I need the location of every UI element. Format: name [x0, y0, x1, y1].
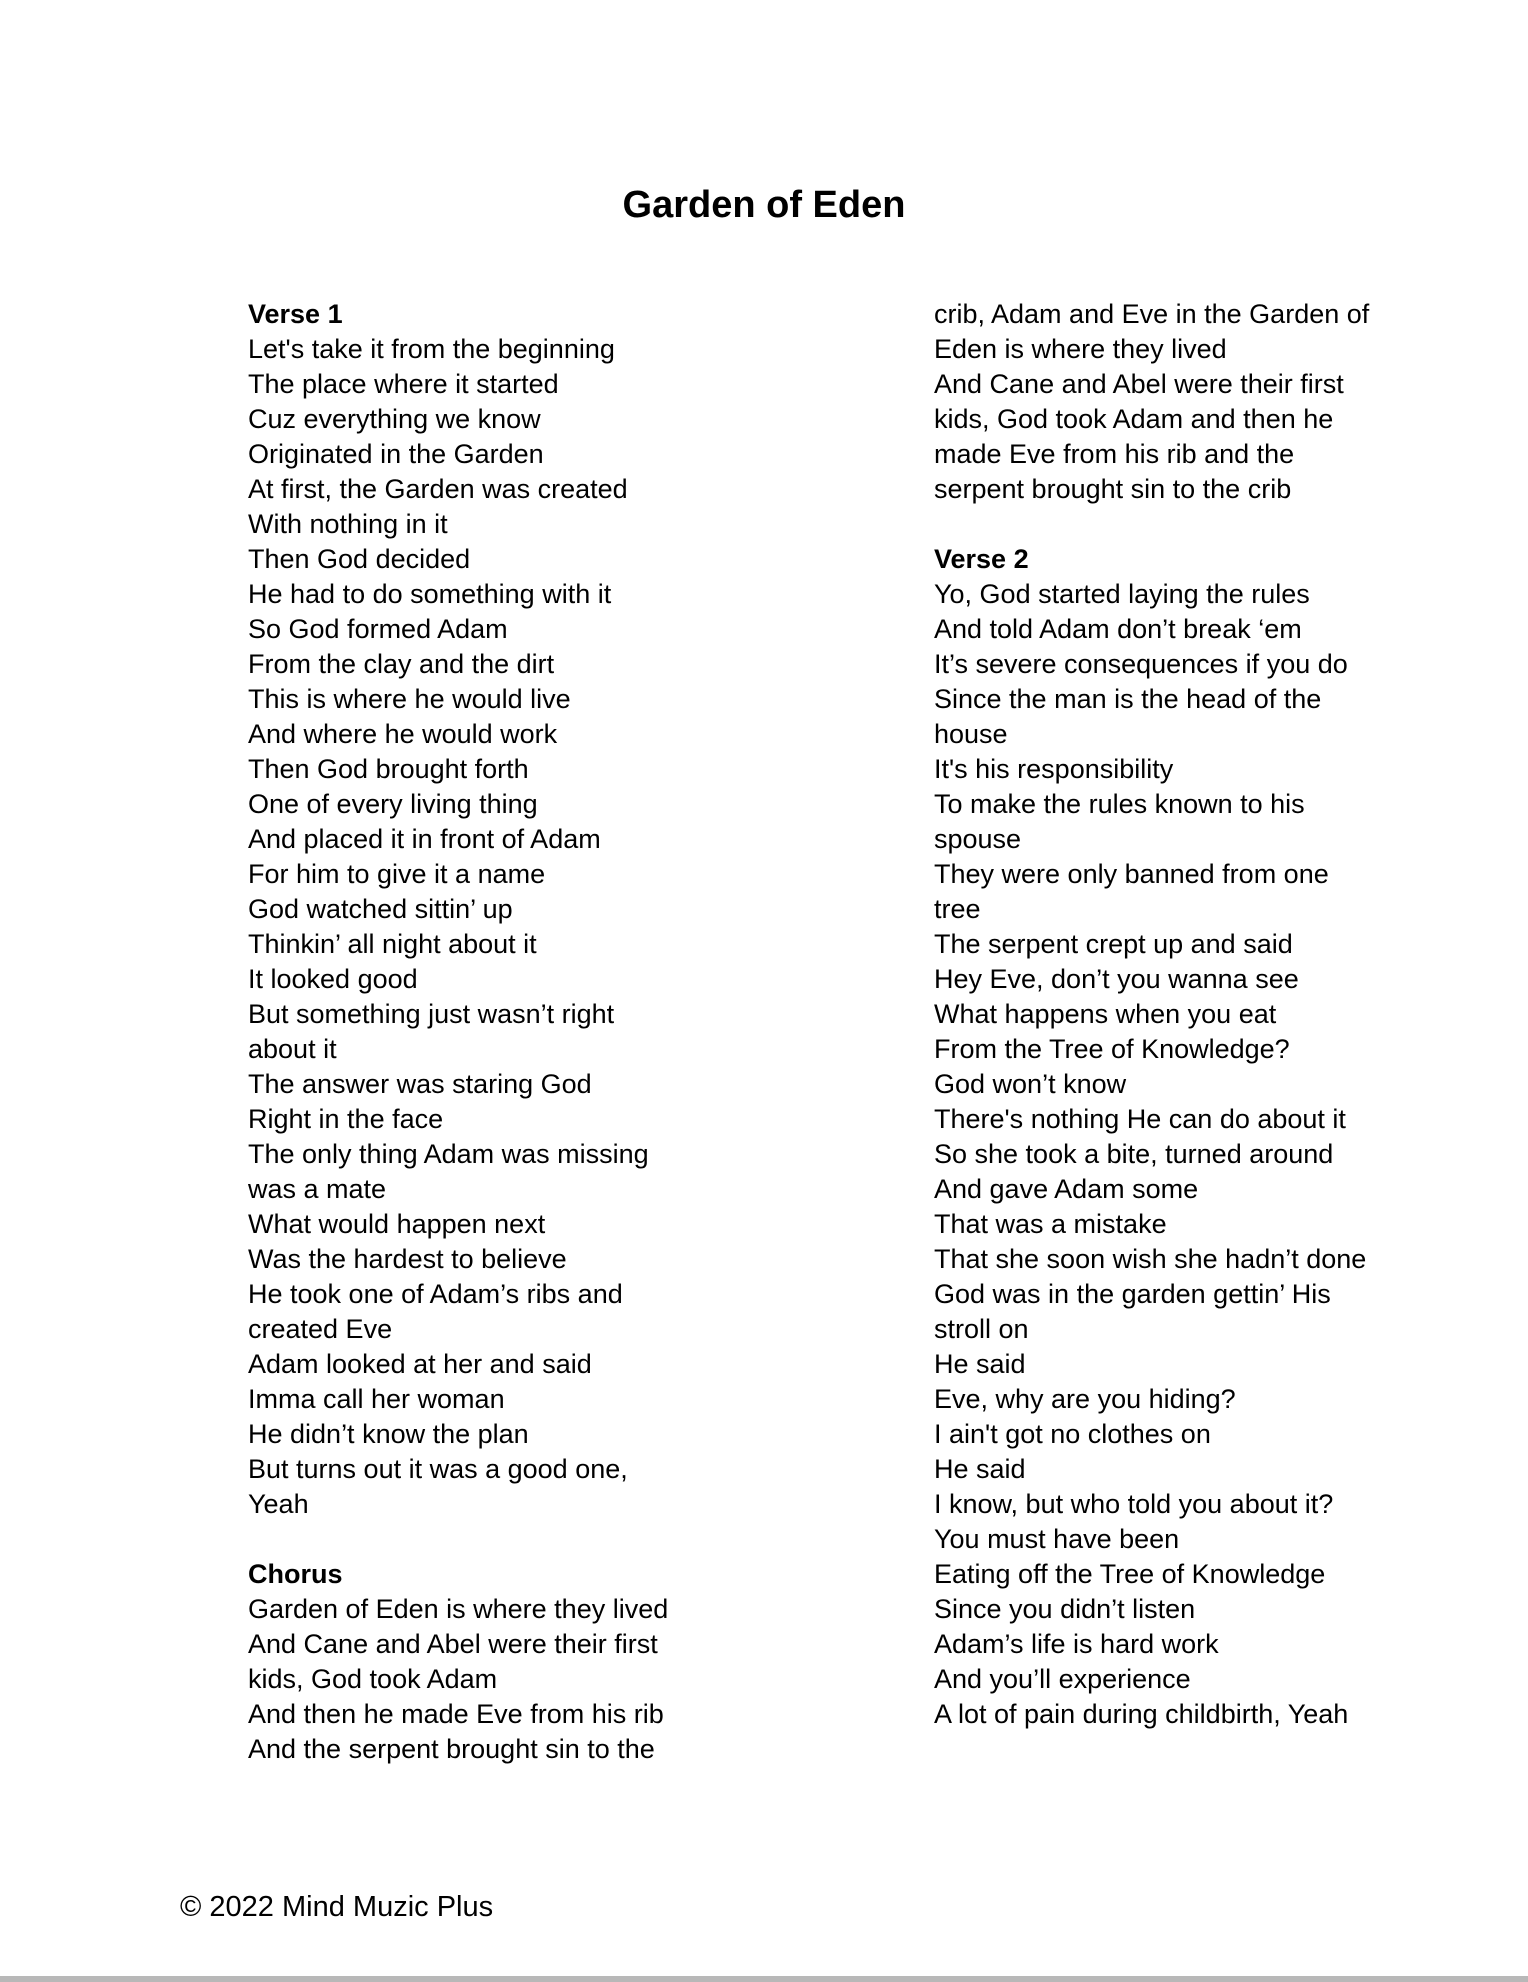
lyric-line: For him to give it a name: [248, 859, 546, 889]
lyric-line: Let's take it from the beginning: [248, 334, 615, 364]
lyric-line: A lot of pain during childbirth, Yeah: [934, 1699, 1349, 1729]
lyric-line: kids, God took Adam and then he: [934, 404, 1334, 434]
lyric-line: And gave Adam some: [934, 1174, 1199, 1204]
lyric-line: But turns out it was a good one,: [248, 1454, 628, 1484]
lyric-line: So God formed Adam: [248, 614, 508, 644]
lyric-line: Eve, why are you hiding?: [934, 1384, 1236, 1414]
lyric-line: about it: [248, 1034, 337, 1064]
lyric-line: He said: [934, 1349, 1026, 1379]
lyric-section-verse-2: [934, 542, 1374, 1732]
lyric-line: Yeah: [248, 1489, 309, 1519]
lyrics-column-left: [248, 297, 688, 1767]
lyric-line: The only thing Adam was missing: [248, 1139, 649, 1169]
lyric-line: You must have been: [934, 1524, 1180, 1554]
lyric-line: created Eve: [248, 1314, 393, 1344]
lyric-line: This is where he would live: [248, 684, 571, 714]
lyrics-column-right: [934, 297, 1374, 1732]
lyric-line: One of every living thing: [248, 789, 538, 819]
lyric-line: God won’t know: [934, 1069, 1127, 1099]
lyric-section-continued: [934, 297, 1374, 507]
lyric-line: Imma call her woman: [248, 1384, 505, 1414]
lyric-line: To make the rules known to his: [934, 789, 1305, 819]
lyric-line: It looked good: [248, 964, 418, 994]
lyric-line: I know, but who told you about it?: [934, 1489, 1334, 1519]
lyric-line: kids, God took Adam: [248, 1664, 498, 1694]
lyric-section-chorus: [248, 1557, 688, 1767]
lyric-line: Yo, God started laying the rules: [934, 579, 1310, 609]
lyric-line: Since you didn’t listen: [934, 1594, 1196, 1624]
lyric-line: The place where it started: [248, 369, 559, 399]
lyric-line: The serpent crept up and said: [934, 929, 1293, 959]
page-title: Garden of Eden: [622, 184, 906, 226]
lyric-line: Since the man is the head of the: [934, 684, 1322, 714]
lyric-line: They were only banned from one: [934, 859, 1329, 889]
lyric-line: So she took a bite, turned around: [934, 1139, 1334, 1169]
lyric-line: He took one of Adam’s ribs and: [248, 1279, 623, 1309]
lyric-line: Thinkin’ all night about it: [248, 929, 537, 959]
lyric-line: Right in the face: [248, 1104, 444, 1134]
lyric-line: What would happen next: [248, 1209, 546, 1239]
section-heading: Verse 2: [934, 544, 1029, 574]
lyric-line: God was in the garden gettin’ His: [934, 1279, 1331, 1309]
lyric-line: serpent brought sin to the crib: [934, 474, 1292, 504]
lyric-line: It’s severe consequences if you do: [934, 649, 1348, 679]
lyric-line: Garden of Eden is where they lived: [248, 1594, 669, 1624]
lyric-line: was a mate: [248, 1174, 387, 1204]
lyric-line: And told Adam don’t break ‘em: [934, 614, 1302, 644]
page-bottom-edge: [0, 1976, 1528, 1982]
lyric-line: There's nothing He can do about it: [934, 1104, 1346, 1134]
lyric-line: Adam looked at her and said: [248, 1349, 592, 1379]
lyric-line: Eden is where they lived: [934, 334, 1227, 364]
lyric-line: house: [934, 719, 1008, 749]
lyric-line: Originated in the Garden: [248, 439, 544, 469]
lyric-line: With nothing in it: [248, 509, 448, 539]
lyric-line: And where he would work: [248, 719, 558, 749]
lyric-line: That she soon wish she hadn’t done: [934, 1244, 1367, 1274]
copyright-notice: © 2022 Mind Muzic Plus: [180, 1891, 494, 1923]
lyric-line: Adam’s life is hard work: [934, 1629, 1219, 1659]
lyric-line: From the clay and the dirt: [248, 649, 555, 679]
lyric-line: And placed it in front of Adam: [248, 824, 601, 854]
lyric-line: Hey Eve, don’t you wanna see: [934, 964, 1299, 994]
lyric-section-verse-1: [248, 297, 688, 1522]
lyric-line: Eating off the Tree of Knowledge: [934, 1559, 1326, 1589]
lyric-line: And Cane and Abel were their first: [248, 1629, 658, 1659]
lyric-line: stroll on: [934, 1314, 1029, 1344]
lyric-line: He said: [934, 1454, 1026, 1484]
lyric-line: Then God brought forth: [248, 754, 529, 784]
lyric-line: At first, the Garden was created: [248, 474, 628, 504]
lyric-line: But something just wasn’t right: [248, 999, 615, 1029]
lyric-line: Then God decided: [248, 544, 471, 574]
lyric-line: crib, Adam and Eve in the Garden of: [934, 299, 1370, 329]
lyric-line: From the Tree of Knowledge?: [934, 1034, 1290, 1064]
lyric-line: And the serpent brought sin to the: [248, 1734, 655, 1764]
lyric-line: spouse: [934, 824, 1022, 854]
lyric-line: And then he made Eve from his rib: [248, 1699, 664, 1729]
section-heading: Chorus: [248, 1559, 343, 1589]
lyric-line: What happens when you eat: [934, 999, 1277, 1029]
lyric-line: Cuz everything we know: [248, 404, 541, 434]
lyric-line: The answer was staring God: [248, 1069, 592, 1099]
section-heading: Verse 1: [248, 299, 343, 329]
lyric-line: He didn’t know the plan: [248, 1419, 529, 1449]
lyric-line: And you’ll experience: [934, 1664, 1191, 1694]
lyric-line: That was a mistake: [934, 1209, 1167, 1239]
lyric-line: He had to do something with it: [248, 579, 612, 609]
lyric-line: tree: [934, 894, 981, 924]
lyric-line: God watched sittin’ up: [248, 894, 513, 924]
lyric-line: made Eve from his rib and the: [934, 439, 1295, 469]
lyric-line: Was the hardest to believe: [248, 1244, 567, 1274]
lyric-line: And Cane and Abel were their first: [934, 369, 1344, 399]
lyric-line: It's his responsibility: [934, 754, 1174, 784]
lyric-line: I ain't got no clothes on: [934, 1419, 1211, 1449]
